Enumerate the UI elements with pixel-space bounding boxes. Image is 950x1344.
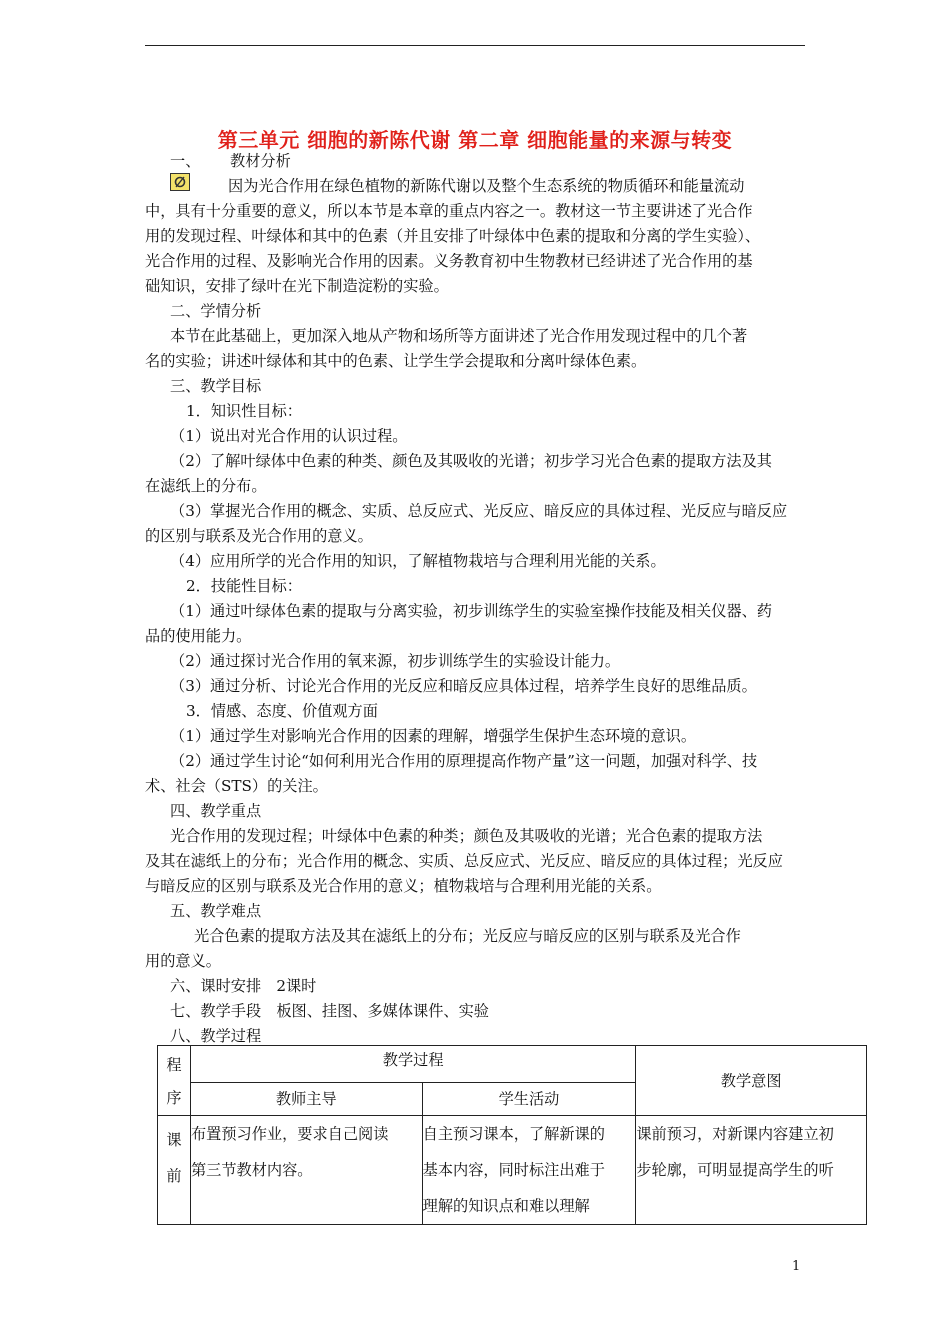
section-5-heading: 五、教学难点 — [170, 902, 262, 920]
goal-2-heading: 2．技能性目标： — [186, 577, 302, 595]
para-1-line-5: 础知识，安排了绿叶在光下制造淀粉的实验。 — [145, 277, 449, 295]
skill-item-1-line-2: 品的使用能力。 — [145, 627, 252, 645]
skill-item-1-line-1: （1）通过叶绿体色素的提取与分离实验，初步训练学生的实验室操作技能及相关仪器、药 — [170, 602, 772, 620]
student-line-3: 理解的知识点和难以理解 — [422, 1197, 590, 1215]
section-2-heading: 二、学情分析 — [170, 302, 262, 320]
teaching-process-table — [157, 1045, 867, 1225]
para-5-line-2: 用的意义。 — [145, 952, 221, 970]
intent-header: 教学意图 — [720, 1072, 782, 1090]
skill-item-2: （2）通过探讨光合作用的氧来源，初步训练学生的实验设计能力。 — [170, 652, 621, 670]
student-line-1: 自主预习课本，了解新课的 — [422, 1125, 605, 1143]
knowledge-item-2-line-2: 在滤纸上的分布。 — [145, 477, 267, 495]
para-4-line-2: 及其在滤纸上的分布；光合作用的概念、实质、总反应式、光反应、暗反应的具体过程；光反应 — [145, 852, 783, 870]
teacher-line-2: 第三节教材内容。 — [190, 1161, 313, 1179]
section-1-number: 一、 — [170, 152, 201, 170]
row-step-cell — [158, 1116, 191, 1225]
student-line-2: 基本内容，同时标注出难于 — [422, 1161, 605, 1179]
section-8-heading: 八、教学过程 — [170, 1027, 262, 1045]
knowledge-item-2-line-1: （2）了解叶绿体中色素的种类、颜色及其吸收的光谱；初步学习光合色素的提取方法及其 — [170, 452, 772, 470]
skill-item-3: （3）通过分析、讨论光合作用的光反应和暗反应具体过程，培养学生良好的思维品质。 — [170, 677, 757, 695]
intent-header-cell — [636, 1046, 867, 1116]
emotion-item-2-line-2: 术、社会（STS）的关注。 — [145, 777, 328, 795]
knowledge-item-4: （4）应用所学的光合作用的知识，了解植物栽培与合理利用光能的关系。 — [170, 552, 666, 570]
step-header-char-1: 程 — [166, 1056, 182, 1074]
student-cell — [422, 1116, 636, 1225]
para-1-line-1: 因为光合作用在绿色植物的新陈代谢以及整个生态系统的物质循环和能量流动 — [228, 177, 745, 195]
page-title: 第三单元 细胞的新陈代谢 第二章 细胞能量的来源与转变 — [217, 128, 733, 152]
para-2-line-1: 本节在此基础上，更加深入地从产物和场所等方面讲述了光合作用发现过程中的几个著 — [170, 327, 748, 345]
para-1-line-4: 光合作用的过程、及影响光合作用的因素。义务教育初中生物教材已经讲述了光合作用的基 — [145, 252, 753, 270]
knowledge-item-3-line-2: 的区别与联系及光合作用的意义。 — [145, 527, 373, 545]
para-1-line-3: 用的发现过程、叶绿体和其中的色素（并且安排了叶绿体中色素的提取和分离的学生实验）、 — [145, 227, 761, 245]
section-3-heading: 三、教学目标 — [170, 377, 262, 395]
section-4-heading: 四、教学重点 — [170, 802, 262, 820]
knowledge-item-1: （1）说出对光合作用的认识过程。 — [170, 427, 408, 445]
intent-line-1: 课前预习，对新课内容建立初 — [636, 1125, 834, 1143]
section-1-heading: 教材分析 — [230, 152, 291, 170]
step-header-char-2: 序 — [166, 1089, 182, 1107]
para-2-line-2: 名的实验；讲述叶绿体和其中的色素、让学生学会提取和分离叶绿体色素。 — [145, 352, 647, 370]
teacher-cell — [190, 1116, 422, 1225]
para-4-line-3: 与暗反应的区别与联系及光合作用的意义；植物栽培与合理利用光能的关系。 — [145, 877, 662, 895]
intent-cell — [636, 1116, 867, 1225]
student-header: 学生活动 — [498, 1090, 560, 1109]
intent-line-2: 步轮廓，可明显提高学生的听 — [636, 1161, 834, 1179]
emotion-item-2-line-1: （2）通过学生讨论“如何利用光合作用的原理提高作物产量”这一问题，加强对科学、技 — [170, 752, 758, 770]
process-header: 教学过程 — [382, 1051, 444, 1069]
row-step-char-1: 课 — [166, 1131, 182, 1149]
note-icon — [170, 173, 190, 191]
header-rule — [145, 45, 805, 46]
goal-3-heading: 3．情感、态度、价值观方面 — [186, 702, 378, 720]
teacher-line-1: 布置预习作业，要求自己阅读 — [190, 1125, 389, 1143]
goal-1-heading: 1．知识性目标： — [186, 402, 302, 420]
page-number: 1 — [792, 1259, 801, 1274]
process-header-cell — [190, 1046, 635, 1083]
para-1-line-2: 中，具有十分重要的意义，所以本节是本章的重点内容之一。教材这一节主要讲述了光合作 — [145, 202, 753, 220]
section-7-heading: 七、教学手段 板图、挂图、多媒体课件、实验 — [170, 1002, 489, 1020]
teacher-header-cell — [190, 1082, 422, 1115]
student-header-cell — [422, 1082, 636, 1115]
knowledge-item-3-line-1: （3）掌握光合作用的概念、实质、总反应式、光反应、暗反应的具体过程、光反应与暗反应 — [170, 502, 788, 520]
section-6-heading: 六、课时安排 2课时 — [170, 977, 317, 995]
step-header-cell — [158, 1046, 191, 1116]
para-5-line-1: 光合色素的提取方法及其在滤纸上的分布；光反应与暗反应的区别与联系及光合作 — [194, 927, 741, 945]
row-step-char-2: 前 — [166, 1167, 182, 1185]
teacher-header: 教师主导 — [275, 1090, 337, 1109]
para-4-line-1: 光合作用的发现过程；叶绿体中色素的种类；颜色及其吸收的光谱；光合色素的提取方法 — [170, 827, 763, 845]
emotion-item-1: （1）通过学生对影响光合作用的因素的理解，增强学生保护生态环境的意识。 — [170, 727, 697, 745]
